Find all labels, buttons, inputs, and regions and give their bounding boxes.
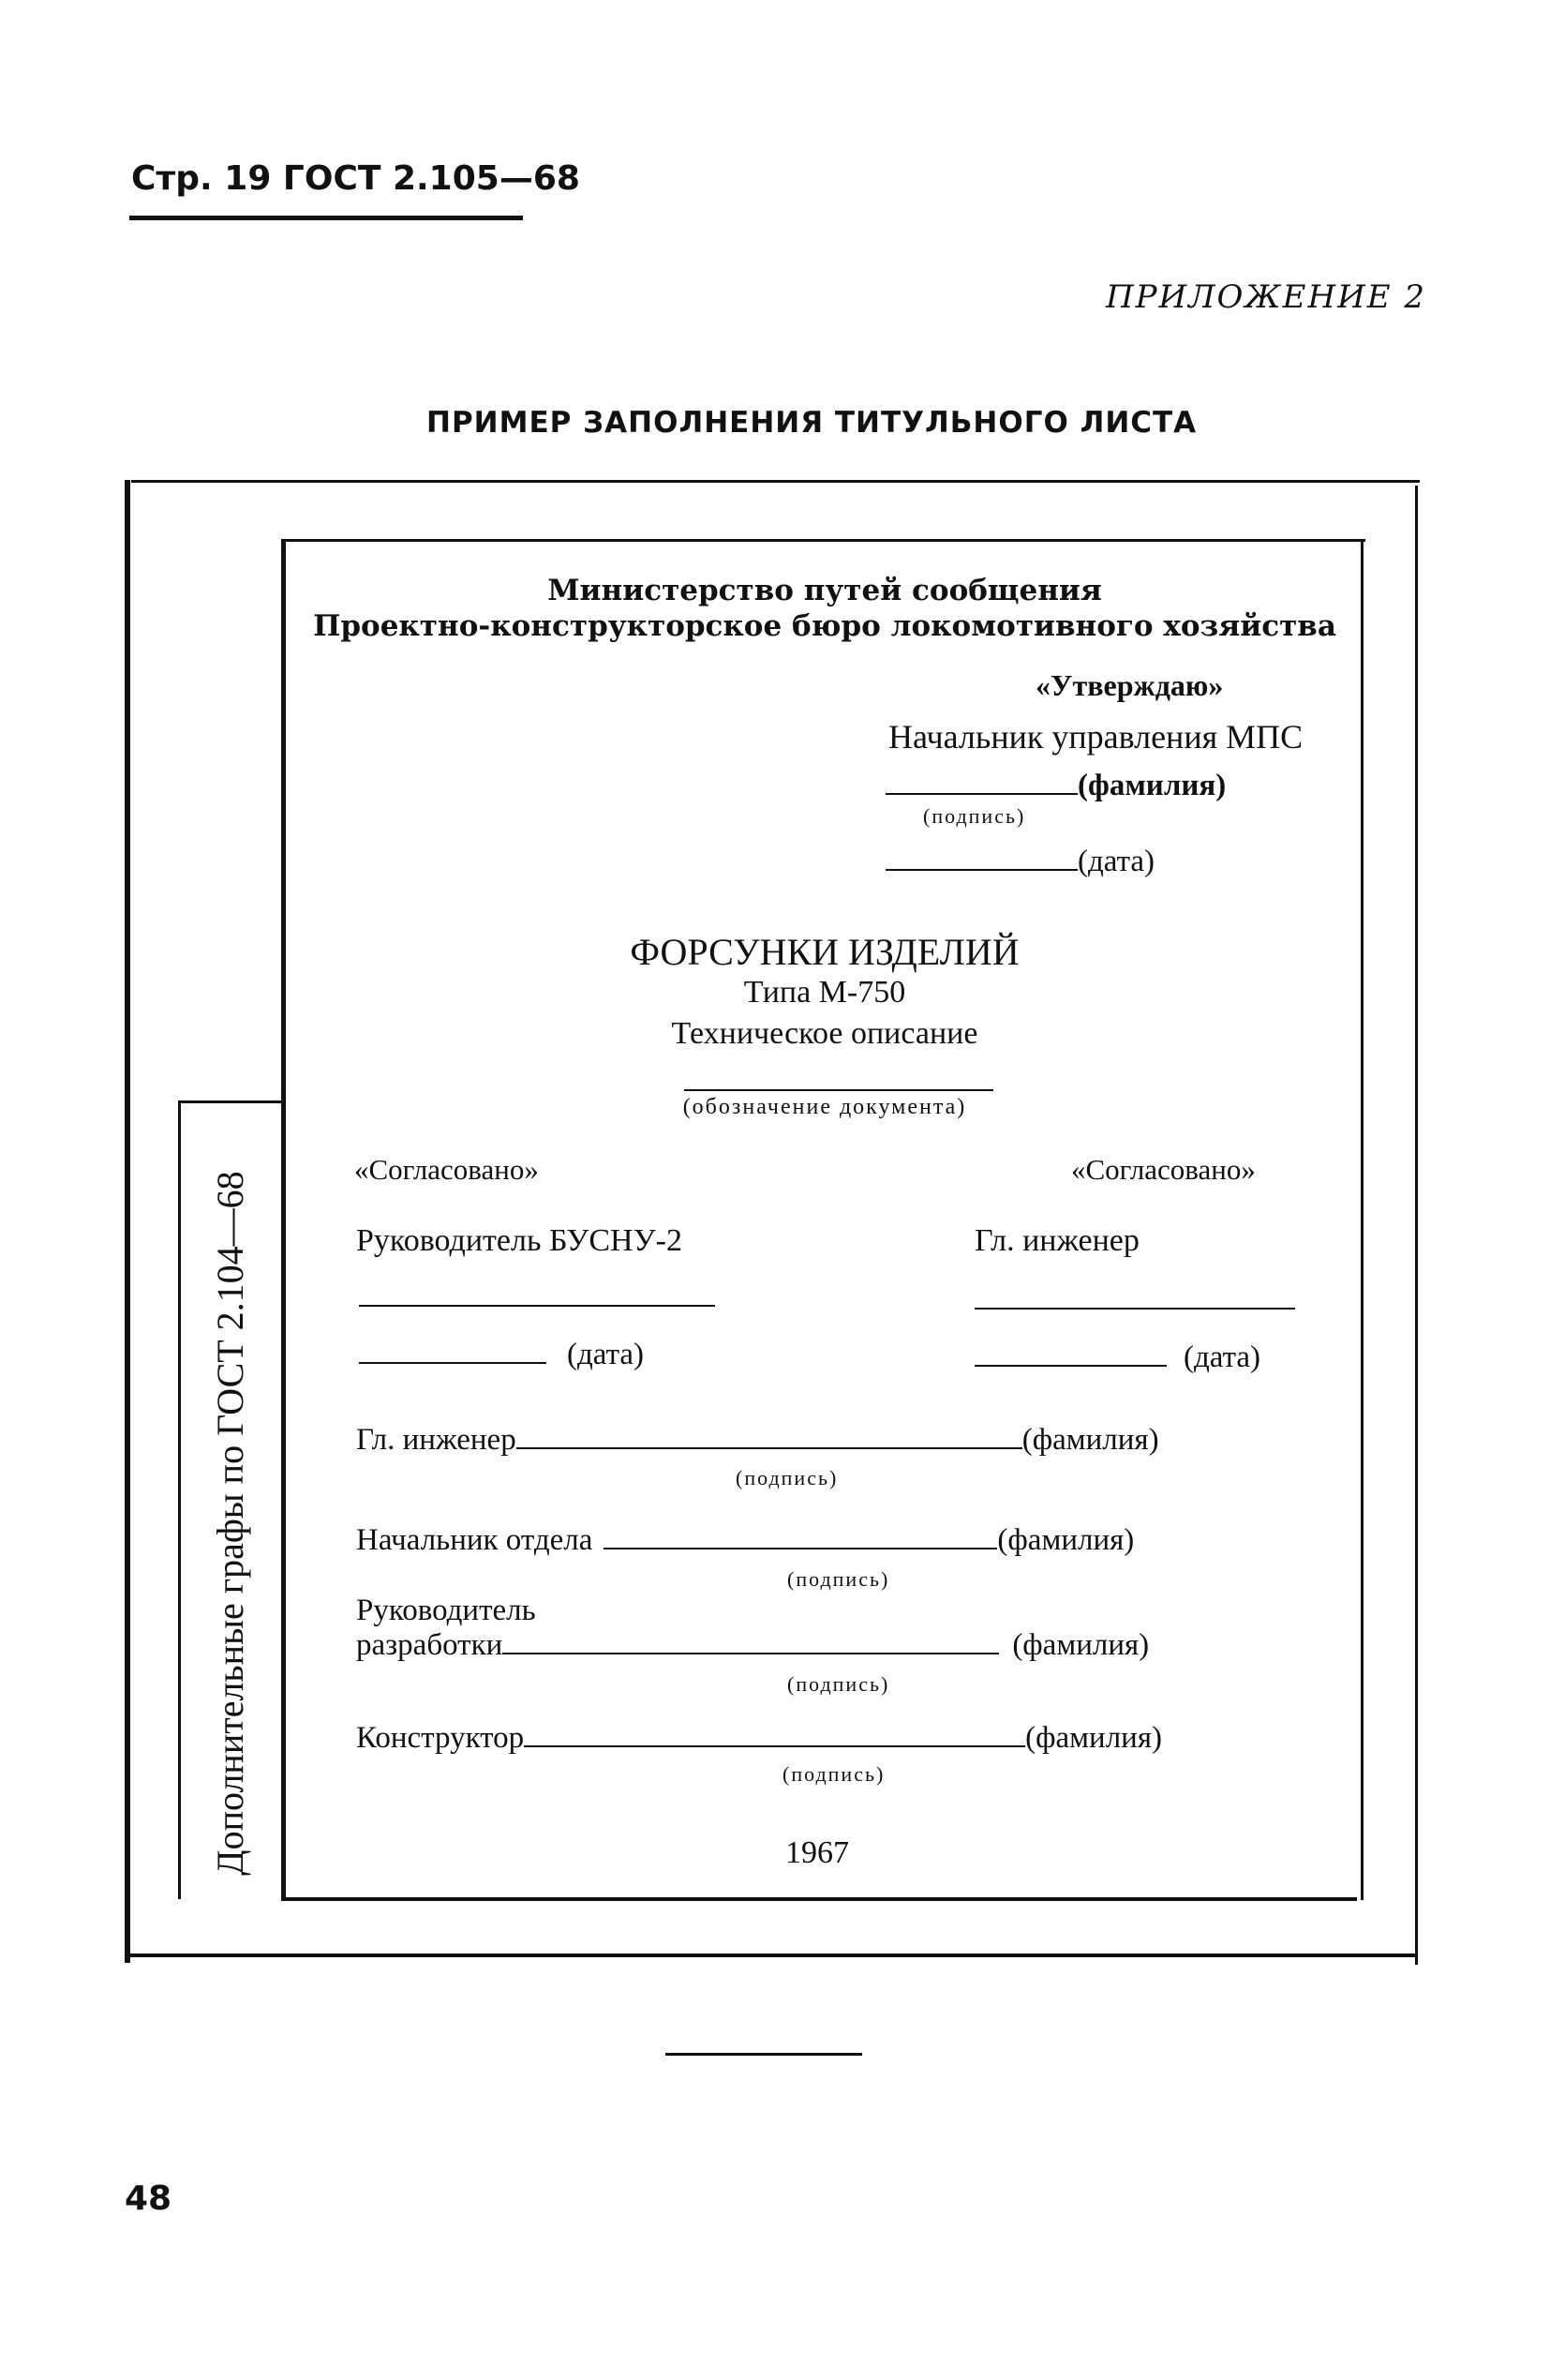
product-type: Типа М-750 bbox=[743, 975, 906, 1010]
agreed-right-position: Гл. инженер bbox=[975, 1223, 1140, 1258]
signer-dev-lead-row bbox=[356, 1628, 1149, 1663]
designation-blank bbox=[684, 1089, 993, 1091]
signer-designer-surname: (фамилия) bbox=[1025, 1721, 1163, 1755]
agreed-left-position: Руководитель БУСНУ-2 bbox=[356, 1223, 682, 1258]
product-title: ФОРСУНКИ ИЗДЕЛИЙ bbox=[630, 931, 1020, 973]
product-doc-type: Техническое описание bbox=[671, 1016, 978, 1051]
side-column-left bbox=[178, 1100, 181, 1899]
header-underline bbox=[129, 216, 523, 220]
designation-caption: (обозначение документа) bbox=[682, 1095, 967, 1119]
approve-label: «Утверждаю» bbox=[1036, 668, 1224, 702]
side-column-label: Дополнительные графы по ГОСТ 2.104—68 bbox=[209, 1171, 251, 1876]
appendix-label: ПРИЛОЖЕНИЕ 2 bbox=[1106, 278, 1427, 316]
approve-surname: (фамилия) bbox=[1078, 769, 1227, 802]
signer-dev-lead-surname: (фамилия) bbox=[1012, 1628, 1150, 1662]
page-number: 48 bbox=[125, 2179, 172, 2218]
approve-date-blank bbox=[886, 869, 1078, 871]
page-reference: Стр. 19 ГОСТ 2.105—68 bbox=[131, 159, 580, 198]
approve-signature-blank bbox=[886, 793, 1078, 795]
inner-frame-bottom bbox=[281, 1897, 1357, 1901]
signer-dev-lead-role: Руководитель bbox=[356, 1594, 536, 1627]
signer-chief-engineer-surname: (фамилия) bbox=[1021, 1423, 1159, 1457]
approve-position: Начальник управления МПС bbox=[888, 718, 1304, 756]
agreed-right-date-row bbox=[975, 1340, 1260, 1375]
outer-frame-top bbox=[131, 480, 1420, 483]
agreed-left-date: (дата) bbox=[567, 1338, 645, 1371]
agreed-left-date-blank bbox=[359, 1362, 546, 1364]
agreed-left-signature-blank bbox=[359, 1305, 715, 1307]
agreed-right-label: «Согласовано» bbox=[1071, 1153, 1256, 1186]
signer-designer-row bbox=[356, 1721, 1162, 1756]
signer-dev-lead-role-line2: разработки bbox=[356, 1628, 503, 1662]
agreed-right-date-blank bbox=[975, 1365, 1167, 1367]
ministry-name: Министерство путей сообщения bbox=[547, 574, 1102, 607]
approve-surname-row bbox=[886, 769, 1226, 803]
signer-department-head-surname: (фамилия) bbox=[997, 1523, 1135, 1557]
inner-frame-left bbox=[281, 539, 286, 1900]
signer-dev-lead-blank bbox=[502, 1653, 999, 1654]
agreed-right-date: (дата) bbox=[1184, 1340, 1261, 1374]
signer-department-head-role: Начальник отдела bbox=[356, 1523, 593, 1557]
outer-frame-left bbox=[125, 480, 130, 1963]
signer-chief-engineer-row bbox=[356, 1423, 1159, 1458]
approve-date: (дата) bbox=[1078, 845, 1155, 878]
signer-department-head-blank bbox=[604, 1548, 997, 1549]
signer-department-head-signature: (подпись) bbox=[787, 1567, 890, 1591]
bureau-name: Проектно-конструкторское бюро локомотивного хозяйства bbox=[313, 609, 1336, 643]
approve-signature-caption: (подпись) bbox=[923, 804, 1026, 828]
signer-designer-blank bbox=[524, 1745, 1025, 1747]
signer-chief-engineer-blank bbox=[516, 1447, 1022, 1449]
signer-department-head-row bbox=[356, 1523, 1134, 1558]
approve-date-row bbox=[886, 845, 1155, 879]
signer-chief-engineer-role: Гл. инженер bbox=[356, 1423, 516, 1457]
agreed-left-label: «Согласовано» bbox=[354, 1153, 539, 1186]
signer-dev-lead-signature: (подпись) bbox=[787, 1672, 890, 1696]
inner-frame-right bbox=[1361, 539, 1364, 1900]
document-year: 1967 bbox=[785, 1835, 849, 1870]
outer-frame-bottom bbox=[125, 1953, 1418, 1957]
signer-designer-signature: (подпись) bbox=[782, 1762, 886, 1786]
signer-chief-engineer-signature: (подпись) bbox=[736, 1466, 839, 1489]
agreed-left-date-row bbox=[359, 1338, 644, 1372]
signer-designer-role: Конструктор bbox=[356, 1721, 525, 1755]
footer-rule bbox=[665, 2053, 862, 2056]
inner-frame-top bbox=[286, 539, 1365, 542]
side-column-top bbox=[178, 1100, 283, 1103]
outer-frame-right bbox=[1415, 486, 1418, 1965]
agreed-right-signature-blank bbox=[975, 1308, 1295, 1310]
section-title: ПРИМЕР ЗАПОЛНЕНИЯ ТИТУЛЬНОГО ЛИСТА bbox=[426, 406, 1198, 440]
